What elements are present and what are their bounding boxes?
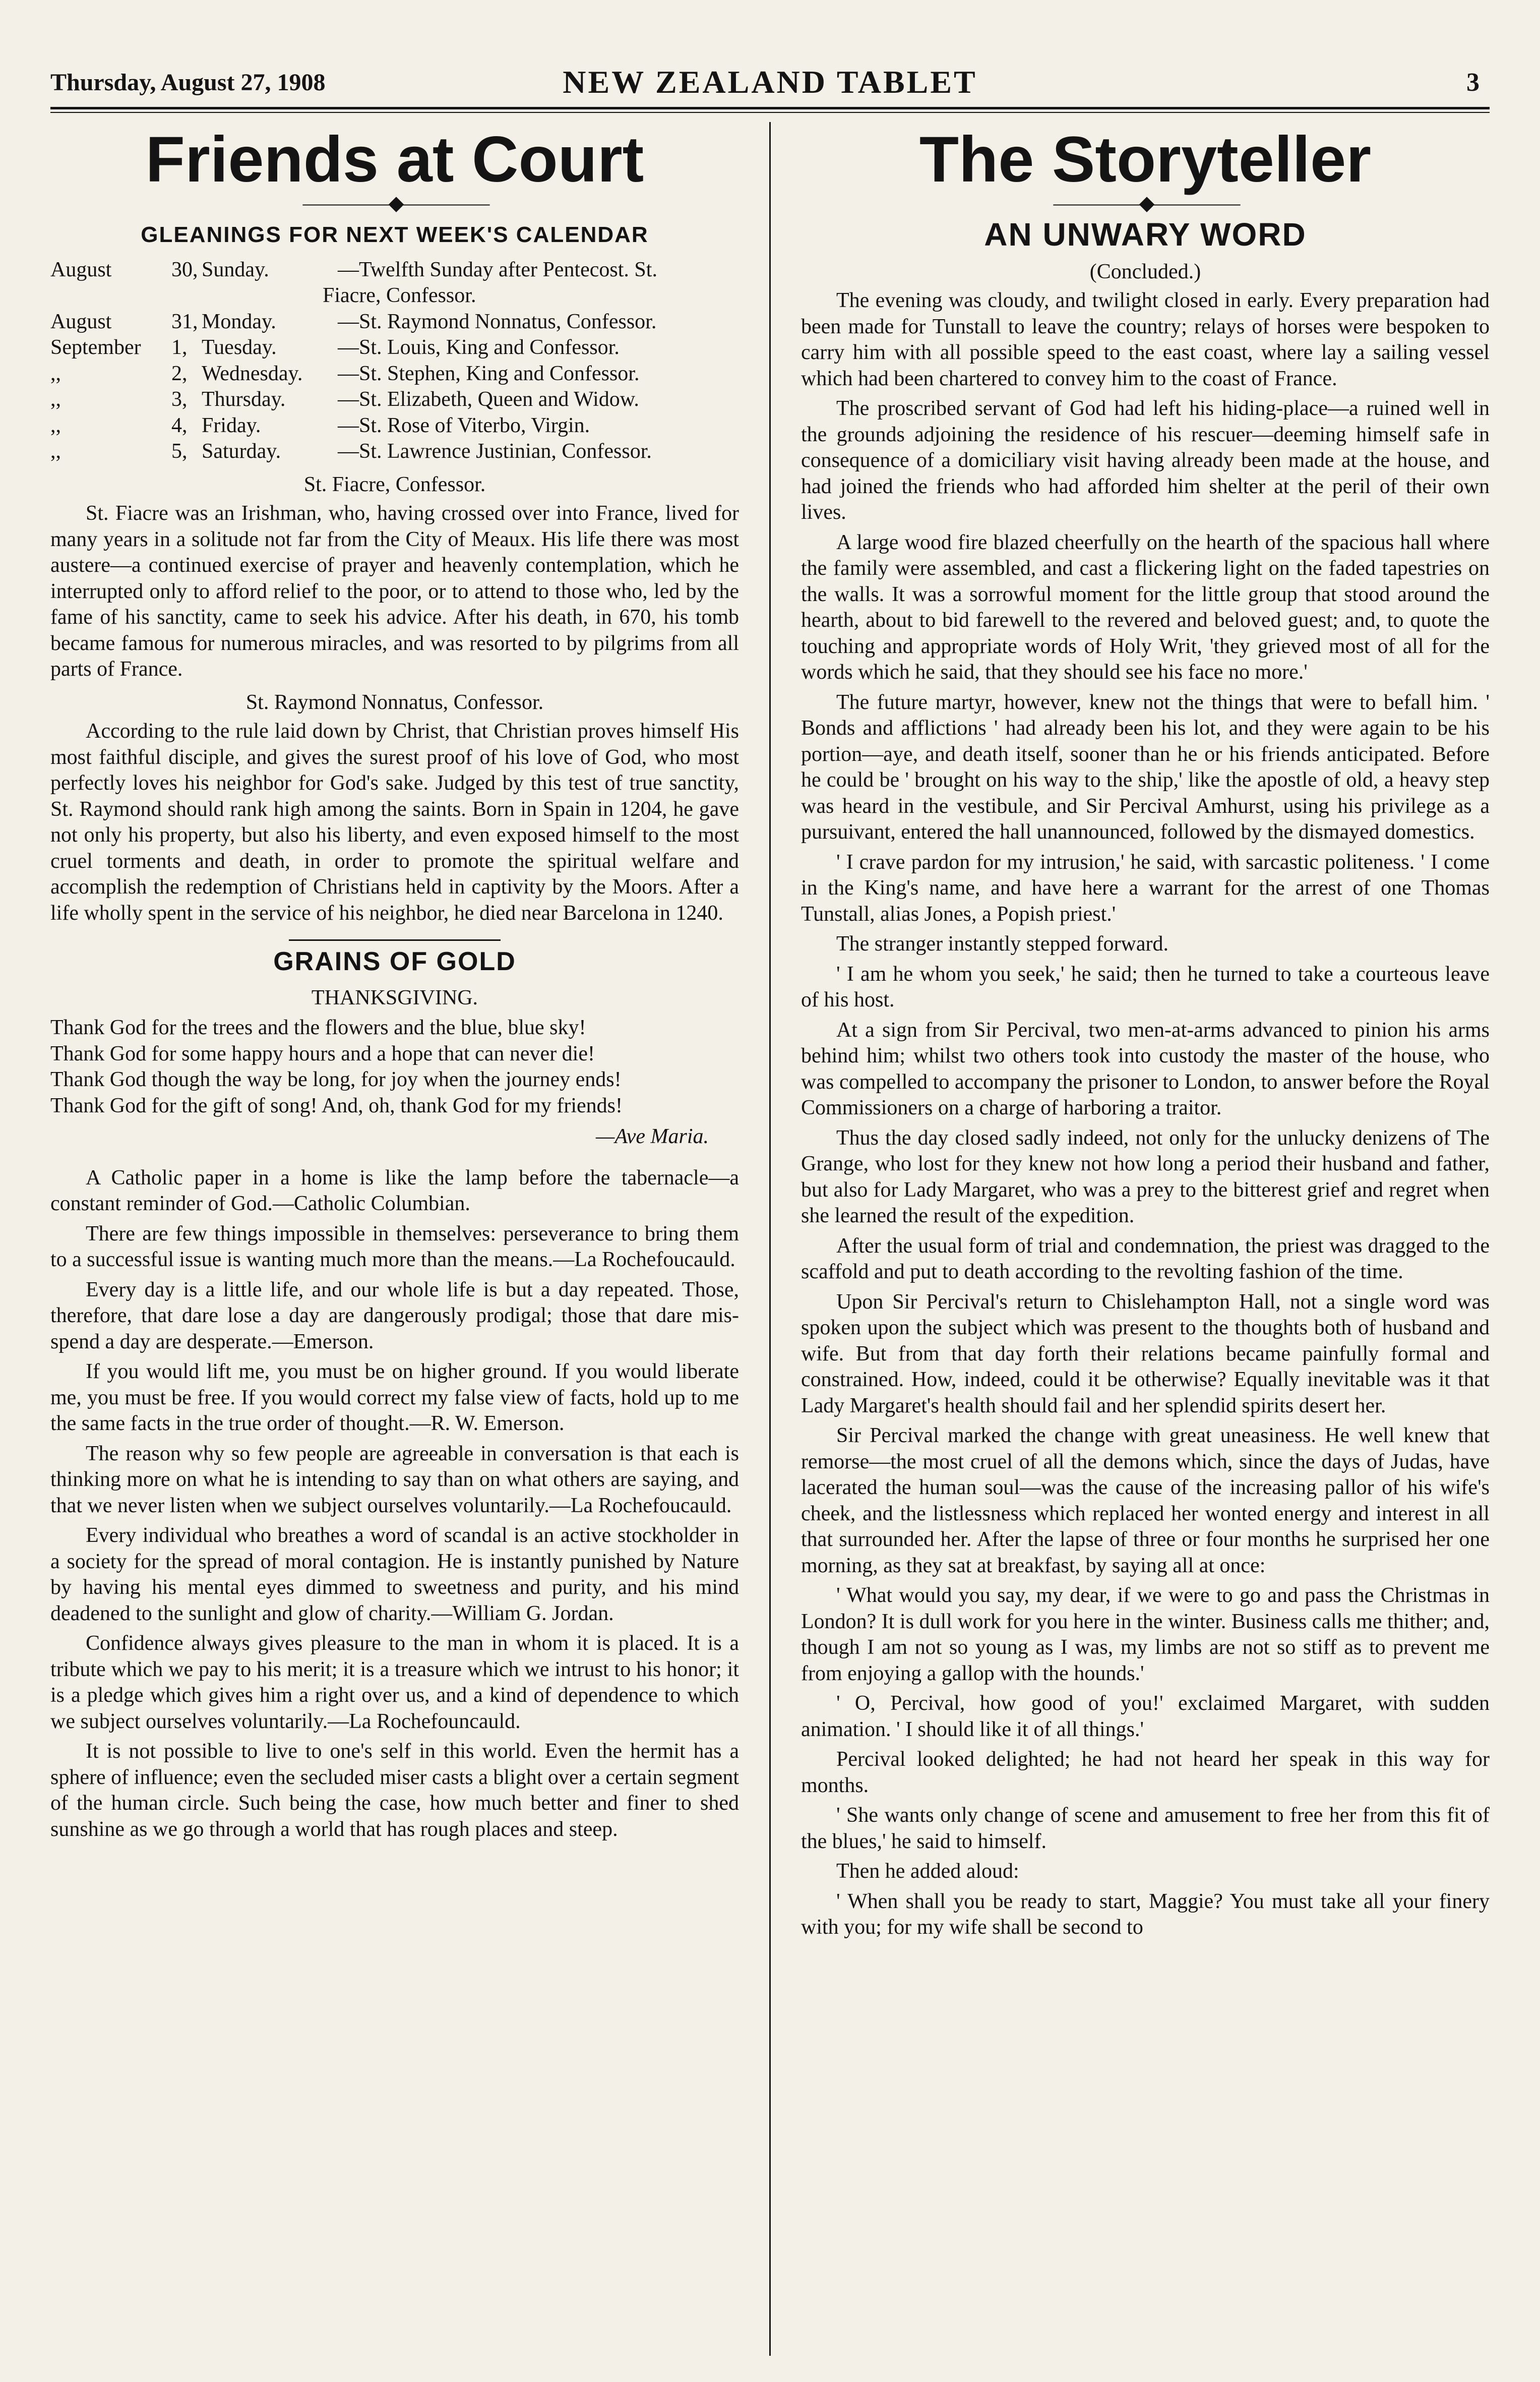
poem-line: Thank God for the gift of song! And, oh, thank God for my friends! bbox=[50, 1094, 623, 1117]
grain-item: The reason why so few people are agreeable in conversation is that each is thinking more on what he is intending to say than on what others are saying, and that we never listen when we subject ourselves voluntarily.—La Rochefoucauld. bbox=[50, 1442, 739, 1517]
story-title: AN UNWARY WORD bbox=[984, 216, 1307, 253]
storyteller-headline: The Storyteller bbox=[919, 124, 1372, 196]
left-column bbox=[50, 122, 739, 2356]
story-paragraph: The proscribed servant of God had left his hiding-place—a ruined well in the grounds adjoining the residence of his rescuer—deeming himself safe in consequence of a domiciliary visit having already been made at the house, and had joined the friends who had afforded him shelter at the peril of their own lives. bbox=[800, 397, 1490, 524]
story-paragraph: Then he added aloud: bbox=[836, 1860, 1019, 1883]
story-paragraph: At a sign from Sir Percival, two men-at-arms advanced to pinion his arms behind him; whilst two others took into custody the master of the house, who was compelled to accompany the prisoner to London, to answer before the Royal Commissioners on a charge of harboring a traitor. bbox=[800, 1018, 1490, 1119]
newspaper-title: NEW ZEALAND TABLET bbox=[563, 64, 977, 100]
poem-line: Thank God for some happy hours and a hope that can never die! bbox=[50, 1042, 595, 1065]
poem-line: Thank God for the trees and the flowers and the blue, blue sky! bbox=[50, 1016, 586, 1039]
grain-item: Every day is a little life, and our whole life is but a day repeated. Those, therefore, that dare lose a day are dangerously prodigal; those that dare mis-spend a day are desperate.—Emerson. bbox=[50, 1278, 739, 1353]
fiacre-text: St. Fiacre was an Irishman, who, having crossed over into France, lived for many years in a solitude not far from the City of Meaux. His life there was most austere—a continued exercise of prayer and heavenly contemplation, which he interrupted only to afford relief to the poor, or to attend to those who, led by the fame of his sanctity, came to seek his advice. After his death, in 670, his tomb became famous for numerous miracles, and was resorted to by pilgrims from all parts of France. bbox=[50, 502, 739, 681]
story-paragraph: After the usual form of trial and condemnation, the priest was dragged to the scaffold and put to death according to the revolting fashion of the time. bbox=[800, 1234, 1490, 1283]
calendar-row: ,, 5, Saturday. —St. Lawrence Justinian, Confessor. bbox=[50, 440, 652, 463]
story-paragraph: ' What would you say, my dear, if we were to go and pass the Christmas in London? It is dull work for you here in the winter. Business calls me thither; and, though I am not so young as I was, my limbs are not so stiff as to prevent me from enjoying a gallop with the hounds.' bbox=[800, 1584, 1490, 1685]
calendar-row: September 1, Tuesday. —St. Louis, King and Confessor. bbox=[50, 336, 620, 359]
calendar-row: ,, 2, Wednesday. —St. Stephen, King and Confessor. bbox=[50, 362, 640, 385]
calendar-row: Fiacre, Confessor. bbox=[323, 284, 476, 307]
grain-item: It is not possible to live to one's self in this world. Even the hermit has a sphere of influence; even the secluded miser casts a blight over a certain segment of the human circle. Such being the case, how much better and finer to shed sunshine as we go through a world that has rough places and steep. bbox=[50, 1740, 739, 1841]
story-paragraph: ' She wants only change of scene and amusement to free her from this fit of the blues,' he said to himself. bbox=[800, 1804, 1490, 1853]
raymond-title: St. Raymond Nonnatus, Confessor. bbox=[245, 690, 544, 714]
story-paragraph: ' When shall you be ready to start, Maggie? You must take all your finery with you; for my wife shall be second to bbox=[800, 1889, 1490, 1939]
page-number: 3 bbox=[1466, 68, 1480, 97]
story-paragraph: A large wood fire blazed cheerfully on the hearth of the spacious hall where the family were assembled, and cast a flickering light on the faded tapestries on the walls. It was a sorrowful moment for the little group that stood around the hearth, about to bid farewell to the revered and beloved guest; and, to quote the touching and appropriate words of Holy Writ, 'they grieved most of all for the words which he said, that they should see his face no more.' bbox=[800, 530, 1490, 684]
raymond-text: According to the rule laid down by Christ, that Christian proves himself His most faithful disciple, and gives the surest proof of his love of God, who most perfectly loves his neighbor for God's sake. Judged by this test of true sanctity, St. Raymond should rank high among the saints. Born in Spain in 1204, he gave not only his property, but also his liberty, and even exposed himself to the most cruel torments and death, in order to promote the spiritual welfare and accomplish the redemption of Christians held in captivity by the Moors. After a life wholly spent in the service of his neighbor, he died near Barcelona in 1240. bbox=[50, 720, 739, 925]
grains-heading: GRAINS OF GOLD bbox=[273, 947, 516, 976]
grain-item: If you would lift me, you must be on higher ground. If you would liberate me, you must be free. If you would correct my false view of facts, hold up to me the same facts in the true order of thought.—R. W. Emerson. bbox=[50, 1360, 739, 1435]
column-divider bbox=[769, 122, 771, 2356]
grain-item: Confidence always gives pleasure to the man in whom it is placed. It is a tribute which we pay to his merit; it is a treasure which we intrust to his honor; it is a pledge which gives him a right over us, and a kind of dependence to which we subject ourselves voluntarily.—La Rochefouncauld. bbox=[50, 1632, 739, 1733]
story-paragraph: Sir Percival marked the change with great uneasiness. He well knew that remorse—the most cruel of all the demons which, since the days of Judas, have lacerated the human soul—was the cause of the increasing pallor of his wife's cheek, and the listlessness which replaced her wonted energy and interest in all that surrounded her. After the lapse of three or four months he surprised her one morning, as they sat at breakfast, by saying all at once: bbox=[800, 1424, 1490, 1577]
calendar-list bbox=[50, 257, 739, 465]
right-column bbox=[801, 122, 1490, 2356]
grain-item: Every individual who breathes a word of scandal is an active stockholder in a society for the spread of moral contagion. He is instantly punished by Nature by having his mental eyes dimmed to sweetness and purity, and his mind deadened to the sunlight and glow of charity.—William G. Jordan. bbox=[50, 1524, 739, 1625]
masthead-rule bbox=[50, 107, 1490, 113]
calendar-row: ,, 4, Friday. —St. Rose of Viterbo, Virgin. bbox=[50, 413, 590, 437]
poem-source: —Ave Maria. bbox=[596, 1125, 709, 1148]
story-paragraph: ' I crave pardon for my intrusion,' he said, with sarcastic politeness. ' I come in the King's name, and have here a warrant for the arrest of one Thomas Tunstall, alias Jones, a Popish priest.' bbox=[800, 850, 1490, 926]
masthead bbox=[50, 61, 1490, 104]
calendar-heading: GLEANINGS FOR NEXT WEEK'S CALENDAR bbox=[141, 222, 649, 247]
issue-date: Thursday, August 27, 1908 bbox=[50, 69, 326, 96]
ornament-divider: —————◆————— bbox=[302, 192, 487, 214]
story-paragraph: ' O, Percival, how good of you!' exclaimed Margaret, with sudden animation. ' I should like it of all things.' bbox=[800, 1692, 1490, 1741]
story-paragraph: The stranger instantly stepped forward. bbox=[836, 932, 1168, 956]
poem-title: THANKSGIVING. bbox=[311, 986, 478, 1009]
calendar-row: August 30, Sunday. —Twelfth Sunday after Pentecost. St. bbox=[50, 258, 657, 281]
story-paragraph: Upon Sir Percival's return to Chislehampton Hall, not a single word was spoken upon the subject which was present to the thoughts both of husband and wife. But from that day forth their relations became painfully formal and constrained. How, indeed, could it be otherwise? Equally inevitable was it that Lady Margaret's health should fail and her splendid spirits desert her. bbox=[800, 1290, 1490, 1417]
story-paragraph: Thus the day closed sadly indeed, not only for the unlucky denizens of The Grange, who lost for they knew not how long a period their husband and father, but also for Lady Margaret, who was a prey to the bitterest grief and regret when she learned the result of the expedition. bbox=[800, 1126, 1490, 1227]
section-rule bbox=[289, 939, 501, 941]
poem bbox=[50, 1015, 739, 1119]
calendar-row: August 31, Monday. —St. Raymond Nonnatus, Confessor. bbox=[50, 310, 657, 333]
concluded-note: (Concluded.) bbox=[1089, 260, 1201, 283]
story-paragraph: Percival looked delighted; he had not heard her speak in this way for months. bbox=[800, 1748, 1490, 1797]
story-paragraph: The future martyr, however, knew not the things that were to befall him. ' Bonds and afflictions ' had already been his lot, and they were again to be his portion—aye, and death itself, sooner than he or his friends anticipated. Before he could be ' brought on his way to the ship,' like the apostle of old, a heavy step was heard in the vestibule, and Sir Percival Amhurst, using his privilege as a pursuivant, entered the hall unannounced, followed by the dismayed domestics. bbox=[800, 690, 1490, 844]
fiacre-title: St. Fiacre, Confessor. bbox=[303, 472, 486, 496]
grain-item: A Catholic paper in a home is like the lamp before the tabernacle—a constant reminder of God.—Catholic Columbian. bbox=[50, 1166, 739, 1215]
story-paragraph: ' I am he whom you seek,' he said; then he turned to take a courteous leave of his host. bbox=[800, 962, 1490, 1011]
columns bbox=[50, 122, 1490, 2356]
ornament-divider: —————◆————— bbox=[1053, 192, 1238, 214]
calendar-row: ,, 3, Thursday. —St. Elizabeth, Queen and Widow. bbox=[50, 388, 639, 411]
friends-at-court-headline: Friends at Court bbox=[145, 124, 644, 196]
poem-line: Thank God though the way be long, for joy when the journey ends! bbox=[50, 1068, 622, 1091]
grain-item: There are few things impossible in themselves: perseverance to bring them to a successful issue is wanting much more than the means.—La Rochefoucauld. bbox=[50, 1222, 739, 1271]
story-paragraph: The evening was cloudy, and twilight closed in early. Every preparation had been made for Tunstall to leave the country; relays of horses were bespoken to carry him with all possible speed to the east coast, where lay a sailing vessel which had been chartered to convey him to the coast of France. bbox=[800, 289, 1490, 390]
